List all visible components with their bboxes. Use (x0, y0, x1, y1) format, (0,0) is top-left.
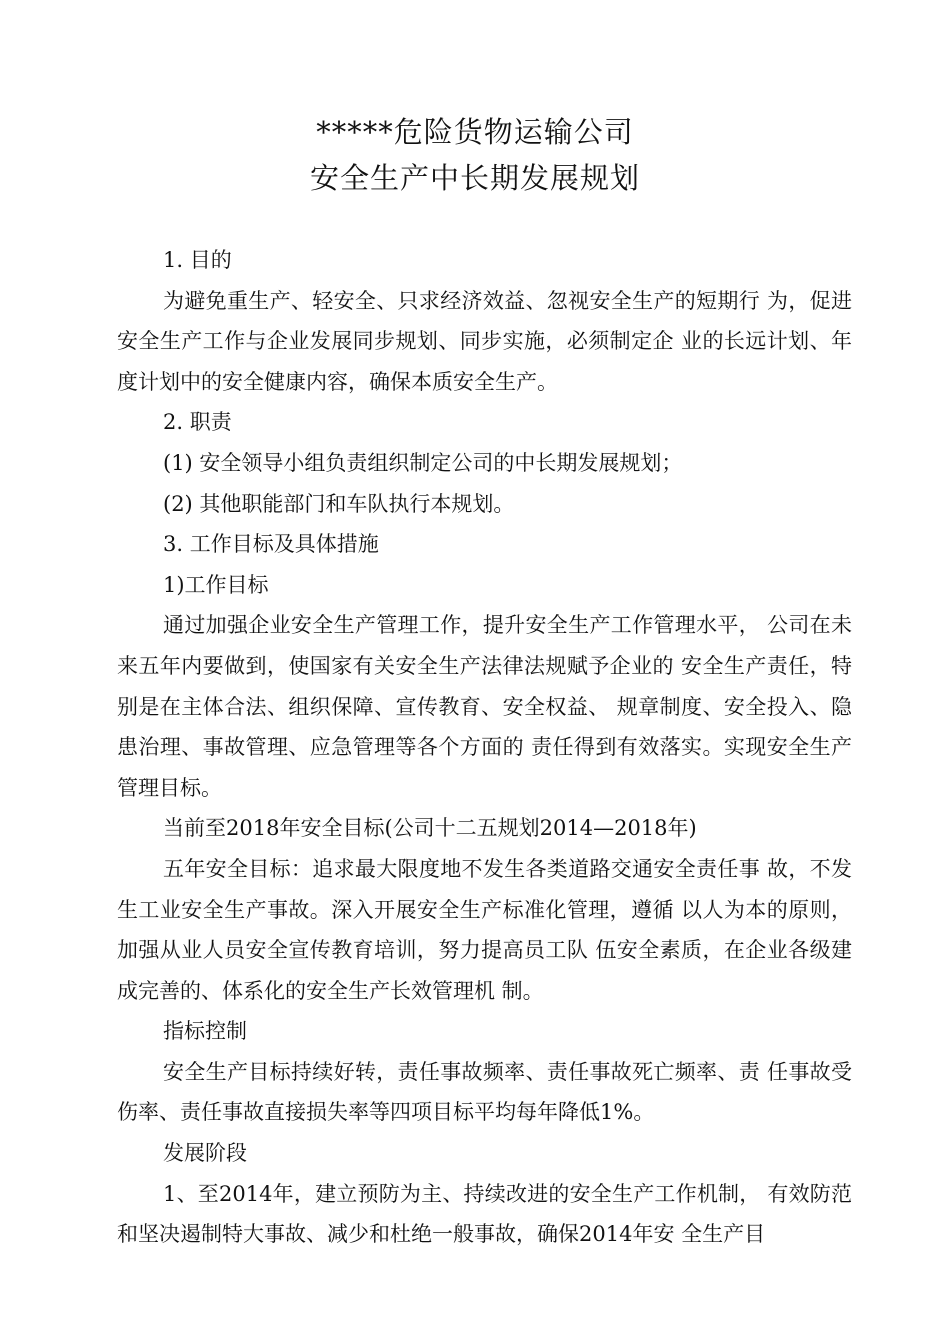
subsection-heading-work-goals: 1)工作目标 (163, 572, 269, 597)
document-body (117, 240, 852, 1255)
document-title-plan: 安全生产中长期发展规划 (309, 161, 640, 195)
paragraph-stage-2014: 1、至2014年，建立预防为主、持续改进的安全生产工作机制， 有效防范和坚决遏制特大事故、减少和杜绝一般事故，确保2014年安 全生产目 (117, 1181, 852, 1247)
subsection-heading-indicator-control: 指标控制 (163, 1019, 247, 1044)
document-title-company: *****危险货物运输公司 (316, 115, 634, 149)
paragraph-indicator-control: 安全生产目标持续好转，责任事故频率、责任事故死亡频率、责 任事故受伤率、责任事故直接损失率等四项目标平均每年降低1%。 (117, 1059, 852, 1125)
duty-item-2: (2) 其他职能部门和车队执行本规划。 (163, 491, 515, 516)
paragraph-purpose: 为避免重生产、轻安全、只求经济效益、忽视安全生产的短期行 为，促进安全生产工作与企业发展同步规划、同步实施，必须制定企 业的长远计划、年度计划中的安全健康内容，确保本质安全生产。 (117, 288, 852, 394)
subsection-heading-2018-goals: 当前至2018年安全目标(公司十二五规划2014—2018年) (163, 816, 697, 841)
section-heading-duties: 2. 职责 (163, 410, 232, 435)
section-heading-goals: 3. 工作目标及具体措施 (163, 532, 379, 557)
paragraph-work-goals: 通过加强企业安全生产管理工作，提升安全生产工作管理水平， 公司在未来五年内要做到，使国家有关安全生产法律法规赋予企业的 安全生产责任，特别是在主体合法、组织保障、宣传教育、安全权益、 规章制度、安全投入、隐患治理、事故管理、应急管理等各个方面的 责任得到有效落实。实现安全生产管理目标。 (117, 613, 852, 800)
section-heading-purpose: 1. 目的 (163, 248, 232, 272)
subsection-heading-development-stages: 发展阶段 (163, 1141, 247, 1166)
paragraph-five-year-goals: 五年安全目标：追求最大限度地不发生各类道路交通安全责任事 故，不发生工业安全生产事故。深入开展安全生产标准化管理，遵循 以人为本的原则，加强从业人员安全宣传教育培训，努力提高员工队 伍安全素质，在企业各级建成完善的、体系化的安全生产长效管理机 制。 (117, 856, 852, 1003)
duty-item-1: (1) 安全领导小组负责组织制定公司的中长期发展规划； (163, 450, 683, 475)
